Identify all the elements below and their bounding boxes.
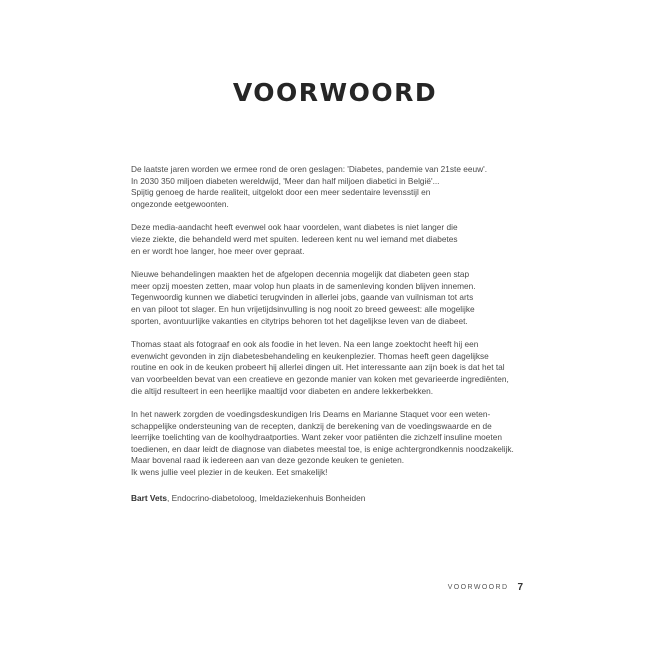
text-line: Maar bovenal raad ik iedereen aan van deze gezonde keuken te genieten. [131, 455, 405, 466]
text-line: sporten, avontuurlijke vakanties en citytrips behoren tot het dagelijkse leven van de diabeet. [131, 315, 468, 326]
page-footer [448, 582, 523, 593]
text-line: Deze media-aandacht heeft evenwel ook haar voordelen, want diabetes is niet langer die [131, 222, 458, 233]
body-text [131, 164, 541, 504]
text-line: Thomas staat als fotograaf en ook als foodie in het leven. Na een lange zoektocht heeft hij een [131, 339, 479, 350]
signature-name: Bart Vets [131, 492, 167, 503]
text-line: In het nawerk zorgden de voedingsdeskundigen Iris Deams en Marianne Staquet voor een weten- [131, 409, 491, 420]
text-line: Ik wens jullie veel plezier in de keuken. Eet smakelijk! [131, 467, 328, 478]
signature [131, 493, 541, 505]
text-line: leerrijke toelichting van de koolhydraatporties. Want zeker voor patiënten die zichzelf insuline moeten [131, 432, 502, 443]
page-number: 7 [517, 582, 523, 593]
text-line: De laatste jaren worden we ermee rond de oren geslagen: 'Diabetes, pandemie van 21ste eeuw'. [131, 164, 488, 174]
text-line: evenwicht gevonden in zijn diabetesbehandeling en keukenplezier. Thomas heeft geen dagelijkse [131, 350, 489, 361]
text-line: meer opzij moesten zetten, maar volop hun plaats in de samenleving konden blijven innemen. [131, 280, 476, 291]
paragraph [131, 269, 541, 327]
text-line: vieze ziekte, die behandeld werd met spuiten. Iedereen kent nu wel iemand met diabetes [131, 233, 458, 244]
text-line: routine en ook in de keuken probeert hij allerlei dingen uit. Het interessante aan zijn boek is dat het tal [131, 362, 505, 373]
paragraph [131, 339, 541, 397]
page-title: VOORWOORD [232, 78, 438, 107]
text-line: ongezonde eetgewoonten. [131, 198, 229, 209]
text-line: en van piloot tot slager. En hun vrijetijdsinvulling is nog nooit zo breed geweest: alle mogelijke [131, 303, 475, 314]
text-line: toedienen, en daar leidt de diagnose van diabetes meestal toe, is enige achtergrondkennis noodzakelijk. [131, 443, 514, 454]
text-line: die altijd resulteert in een heerlijke maaltijd voor diabeten en andere lekkerbekken. [131, 385, 434, 396]
text-line: van voorbeelden bevat van een creatieve en gezonde manier van koken met gevarieerde ingrediënten, [131, 373, 509, 384]
text-line: Spijtig genoeg de harde realiteit, uitgelokt door een meer sedentaire levensstijl en [131, 187, 431, 198]
text-line: schappelijke ondersteuning van de recepten, dankzij de berekening van de voedingswaarde en de [131, 420, 492, 431]
paragraph [131, 164, 541, 210]
paragraph [131, 409, 541, 479]
running-footer-label: VOORWOORD [447, 584, 509, 591]
text-line: en er wordt hoe langer, hoe meer over gepraat. [131, 245, 305, 256]
signature-role: , Endocrino-diabetoloog, Imeldaziekenhuis Bonheiden [166, 492, 366, 503]
text-line: Tegenwoordig kunnen we diabetici terugvinden in allerlei jobs, gaande van vuilnisman tot arts [131, 292, 474, 303]
paragraph [131, 222, 541, 257]
text-line: In 2030 350 miljoen diabeten wereldwijd, 'Meer dan half miljoen diabetici in België'... [131, 175, 440, 186]
text-line: Nieuwe behandelingen maakten het de afgelopen decennia mogelijk dat diabeten geen stap [131, 269, 470, 280]
